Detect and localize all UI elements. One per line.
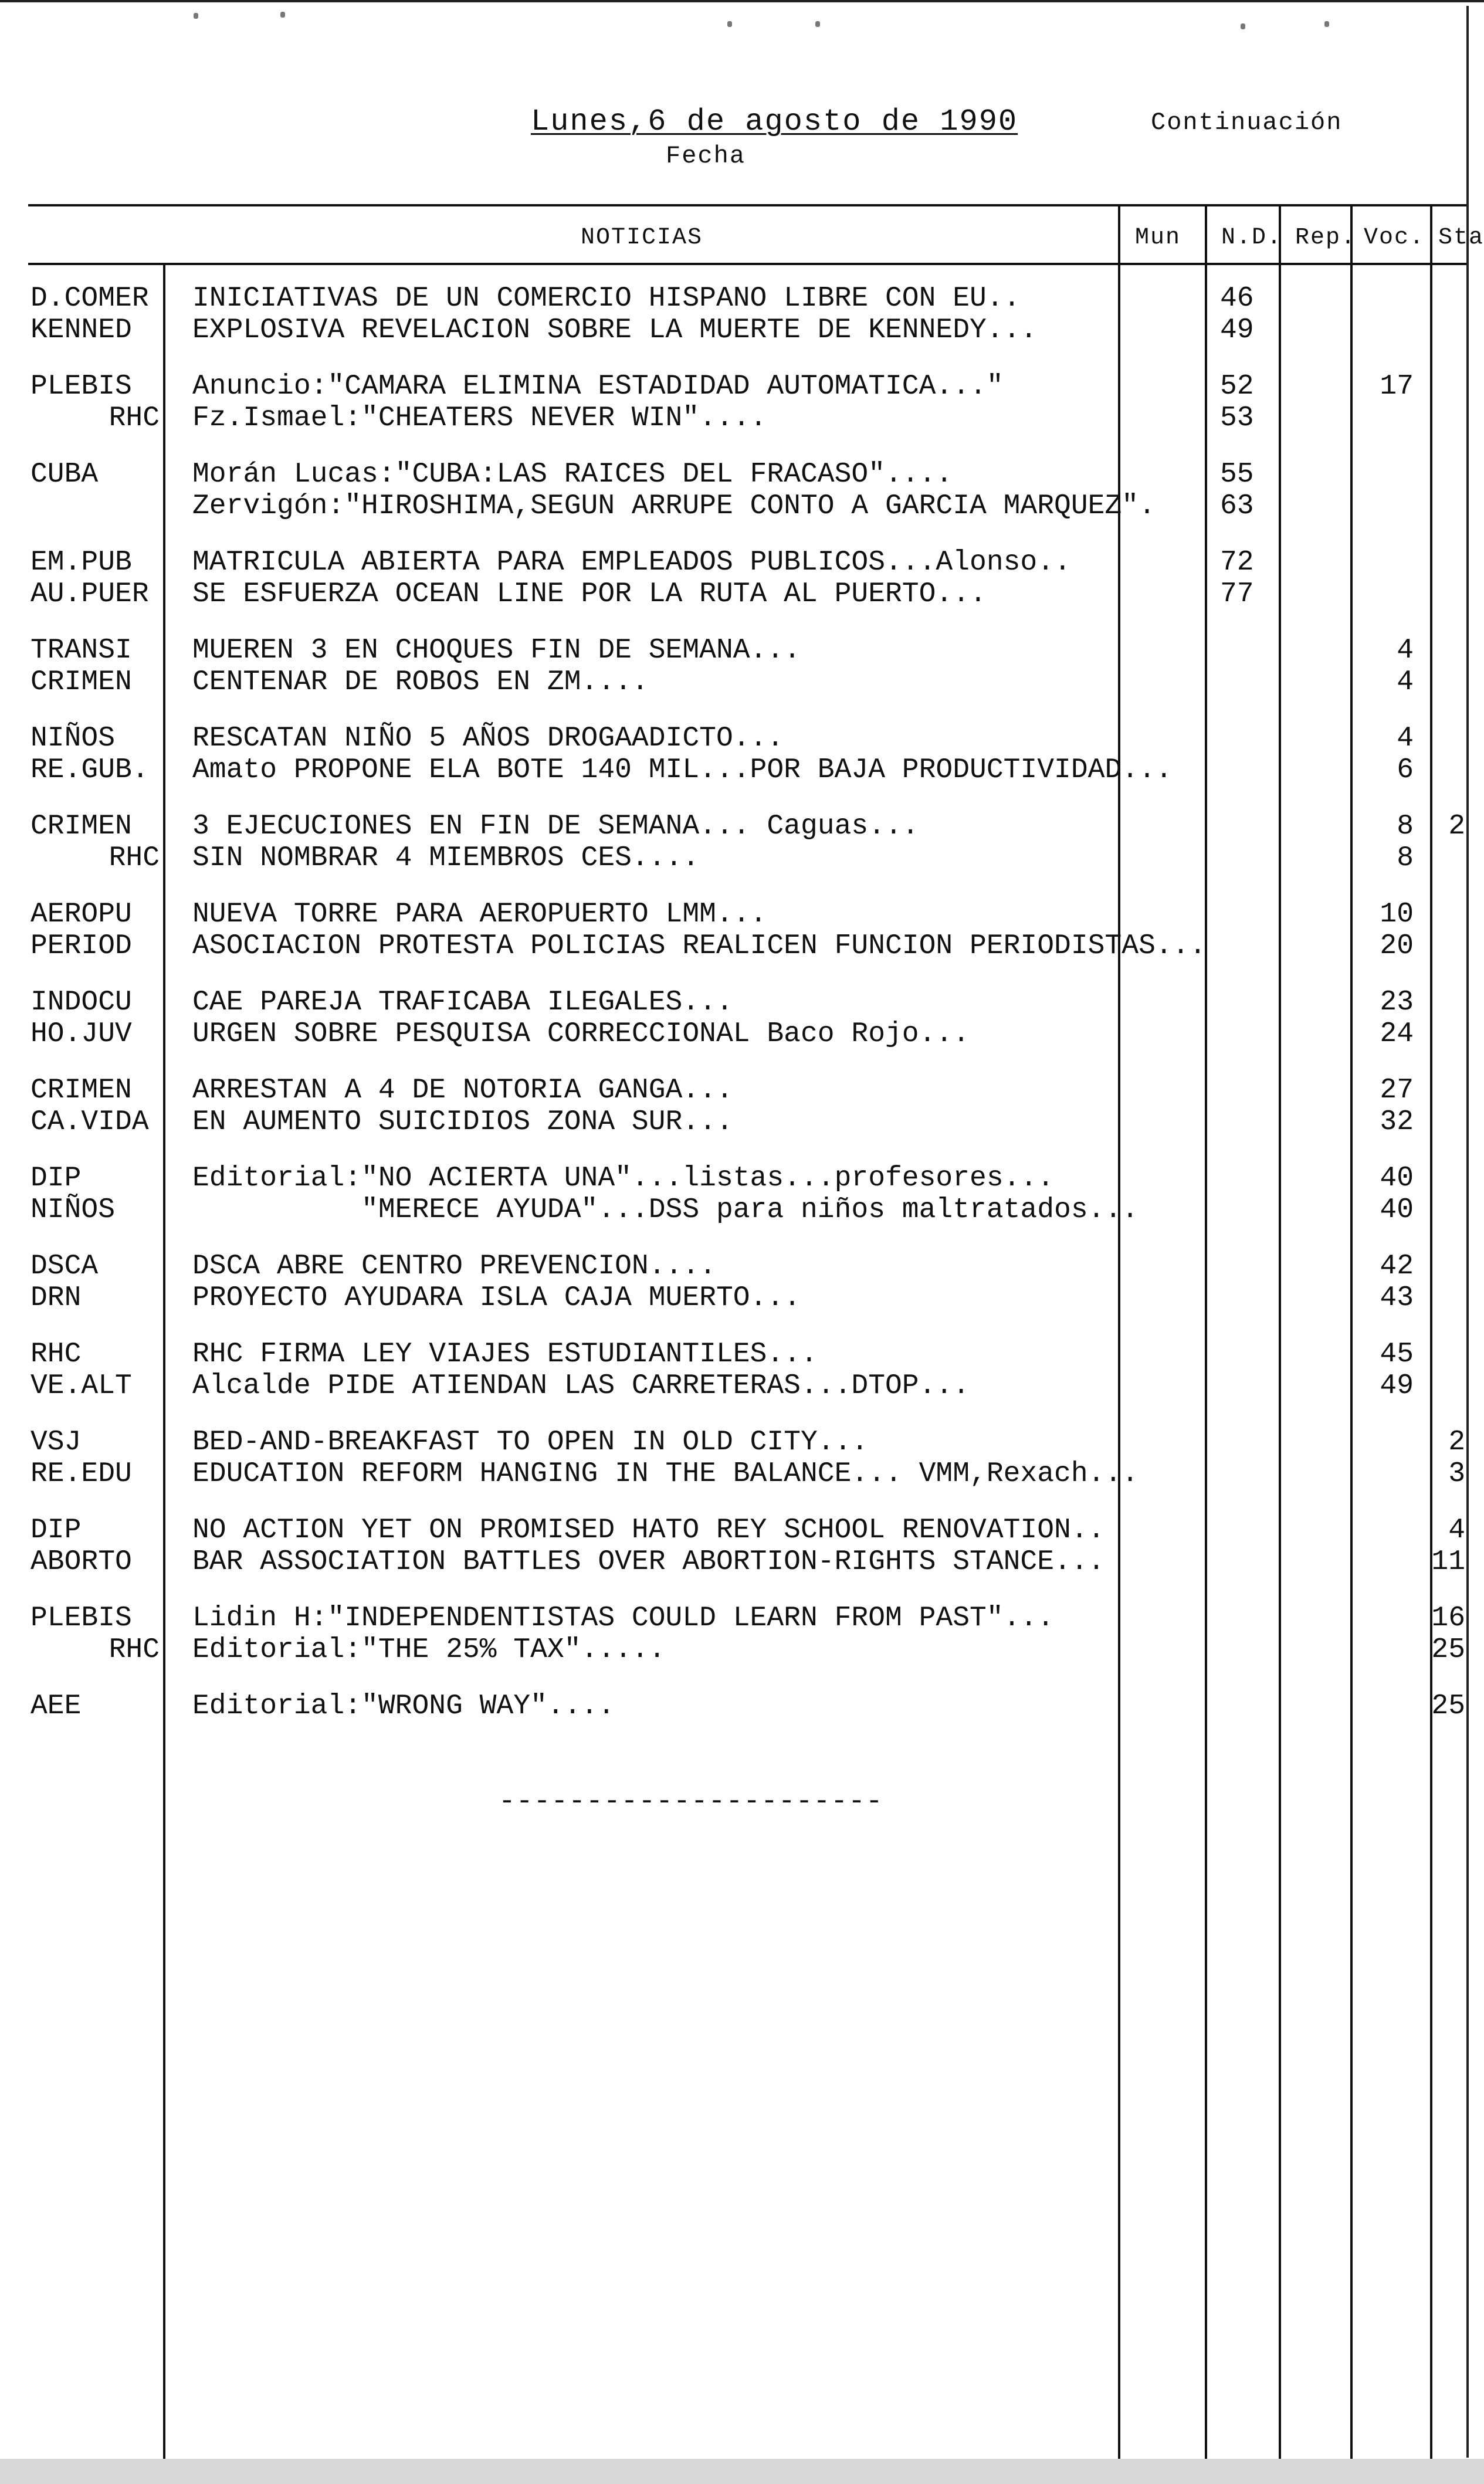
table-row — [0, 314, 1484, 346]
table-row — [0, 1282, 1484, 1314]
section-cell: PLEBIS — [31, 371, 132, 402]
headline-cell: URGEN SOBRE PESQUISA CORRECCIONAL Baco Rojo... — [192, 1018, 970, 1050]
voc-page-cell: 8 — [1397, 842, 1414, 874]
section-cell: D.COMER — [31, 283, 149, 314]
table-row — [0, 1018, 1484, 1050]
nd-page-cell: 72 — [1220, 547, 1254, 578]
table-row — [0, 1106, 1484, 1138]
headline-cell: DSCA ABRE CENTRO PREVENCION.... — [192, 1251, 716, 1282]
headline-cell: MATRICULA ABIERTA PARA EMPLEADOS PUBLICOS...Alonso.. — [192, 547, 1071, 578]
headline-cell: CENTENAR DE ROBOS EN ZM.... — [192, 666, 649, 698]
headline-cell: INICIATIVAS DE UN COMERCIO HISPANO LIBRE CON EU.. — [192, 283, 1021, 314]
table-header-rule — [28, 263, 1466, 265]
section-cell: AU.PUER — [31, 578, 149, 610]
section-cell: DIP — [31, 1163, 82, 1194]
sta-page-cell: 2 — [1448, 1426, 1465, 1458]
table-row — [0, 1546, 1484, 1578]
scan-speck — [1324, 21, 1329, 27]
table-row — [0, 754, 1484, 786]
nd-page-cell: 55 — [1220, 459, 1254, 490]
headline-cell: Lidin H:"INDEPENDENTISTAS COULD LEARN FROM PAST"... — [192, 1602, 1055, 1634]
voc-column-left-divider — [1350, 204, 1353, 2459]
table-row — [0, 578, 1484, 610]
end-separator: ---------------------- — [499, 1786, 883, 1818]
voc-page-cell: 45 — [1380, 1338, 1414, 1370]
table-row — [0, 723, 1484, 754]
headline-cell: Alcalde PIDE ATIENDAN LAS CARRETERAS...DTOP... — [192, 1370, 970, 1402]
voc-page-cell: 17 — [1380, 371, 1414, 402]
section-cell: PLEBIS — [31, 1602, 132, 1634]
date-value: Lunes,6 de agosto de 1990 — [531, 104, 1018, 139]
nd-page-cell: 46 — [1220, 283, 1254, 314]
voc-page-cell: 49 — [1380, 1370, 1414, 1402]
headline-cell: BAR ASSOCIATION BATTLES OVER ABORTION-RIGHTS STANCE... — [192, 1546, 1105, 1578]
headline-cell: Zervigón:"HIROSHIMA,SEGUN ARRUPE CONTO A GARCIA MARQUEZ". — [192, 490, 1156, 522]
headline-cell: CAE PAREJA TRAFICABA ILEGALES... — [192, 987, 733, 1018]
table-row — [0, 930, 1484, 962]
section-cell: RHC — [109, 402, 160, 434]
scan-speck — [194, 13, 198, 19]
voc-page-cell: 40 — [1380, 1194, 1414, 1226]
table-row — [0, 1426, 1484, 1458]
table-row — [0, 1251, 1484, 1282]
top-edge-line — [0, 0, 1484, 2]
table-row — [0, 547, 1484, 578]
headline-cell: EDUCATION REFORM HANGING IN THE BALANCE... VMM,Rexach... — [192, 1458, 1139, 1490]
section-cell: AEROPU — [31, 899, 132, 930]
headline-cell: "MERECE AYUDA"...DSS para niños maltratados... — [192, 1194, 1139, 1226]
sta-page-cell: 25 — [1431, 1634, 1465, 1666]
scan-speck — [815, 21, 820, 27]
headline-cell: RHC FIRMA LEY VIAJES ESTUDIANTILES... — [192, 1338, 818, 1370]
table-row — [0, 842, 1484, 874]
voc-page-cell: 32 — [1380, 1106, 1414, 1138]
section-cell: KENNED — [31, 314, 132, 346]
section-cell: RHC — [109, 842, 160, 874]
voc-page-cell: 20 — [1380, 930, 1414, 962]
scan-speck — [280, 12, 285, 18]
noticias-column-header: NOTICIAS — [581, 225, 703, 251]
section-cell: CUBA — [31, 459, 99, 490]
nd-column-left-divider — [1205, 204, 1207, 2459]
voc-page-cell: 23 — [1380, 987, 1414, 1018]
section-cell: INDOCU — [31, 987, 132, 1018]
table-row — [0, 490, 1484, 522]
section-cell: CA.VIDA — [31, 1106, 149, 1138]
nd-page-cell: 63 — [1220, 490, 1254, 522]
section-cell: RHC — [109, 1634, 160, 1666]
headline-cell: ASOCIACION PROTESTA POLICIAS REALICEN FUNCION PERIODISTAS... — [192, 930, 1207, 962]
headline-cell: NO ACTION YET ON PROMISED HATO REY SCHOOL RENOVATION.. — [192, 1514, 1105, 1546]
section-cell: AEE — [31, 1690, 82, 1722]
voc-page-cell: 6 — [1397, 754, 1414, 786]
headline-cell: Editorial:"NO ACIERTA UNA"...listas...profesores... — [192, 1163, 1055, 1194]
table-row — [0, 283, 1484, 314]
voc-page-cell: 4 — [1397, 635, 1414, 666]
voc-page-cell: 4 — [1397, 666, 1414, 698]
headline-cell: SE ESFUERZA OCEAN LINE POR LA RUTA AL PUERTO... — [192, 578, 987, 610]
headline-cell: EXPLOSIVA REVELACION SOBRE LA MUERTE DE KENNEDY... — [192, 314, 1038, 346]
headline-cell: 3 EJECUCIONES EN FIN DE SEMANA... Caguas... — [192, 811, 919, 842]
section-cell: RE.EDU — [31, 1458, 132, 1490]
date-heading — [531, 104, 1018, 139]
table-row — [0, 1690, 1484, 1722]
headline-cell: Amato PROPONE ELA BOTE 140 MIL...POR BAJA PRODUCTIVIDAD... — [192, 754, 1173, 786]
table-row — [0, 1163, 1484, 1194]
nd-column-header: N.D. — [1221, 225, 1283, 251]
section-cell: CRIMEN — [31, 1075, 132, 1106]
sta-page-cell: 25 — [1431, 1690, 1465, 1722]
table-row — [0, 1514, 1484, 1546]
bottom-scan-shadow — [0, 2459, 1484, 2484]
voc-page-cell: 8 — [1397, 811, 1414, 842]
table-row — [0, 635, 1484, 666]
table-row — [0, 811, 1484, 842]
table-row — [0, 899, 1484, 930]
table-row — [0, 1194, 1484, 1226]
section-cell: HO.JUV — [31, 1018, 132, 1050]
section-cell: VSJ — [31, 1426, 82, 1458]
section-cell: RHC — [31, 1338, 82, 1370]
headline-cell: MUEREN 3 EN CHOQUES FIN DE SEMANA... — [192, 635, 801, 666]
rep-column-left-divider — [1279, 204, 1281, 2459]
nd-page-cell: 53 — [1220, 402, 1254, 434]
sta-page-cell: 16 — [1431, 1602, 1465, 1634]
section-cell: CRIMEN — [31, 811, 132, 842]
table-row — [0, 987, 1484, 1018]
headline-cell: EN AUMENTO SUICIDIOS ZONA SUR... — [192, 1106, 733, 1138]
table-row — [0, 1602, 1484, 1634]
headline-cell: BED-AND-BREAKFAST TO OPEN IN OLD CITY... — [192, 1426, 869, 1458]
nd-page-cell: 77 — [1220, 578, 1254, 610]
section-cell: TRANSI — [31, 635, 132, 666]
headline-cell: Fz.Ismael:"CHEATERS NEVER WIN".... — [192, 402, 767, 434]
table-row — [0, 371, 1484, 402]
headline-cell: SIN NOMBRAR 4 MIEMBROS CES.... — [192, 842, 700, 874]
continuation-label: Continuación — [1151, 109, 1343, 137]
sta-page-cell: 2 — [1448, 811, 1465, 842]
section-cell: CRIMEN — [31, 666, 132, 698]
voc-page-cell: 10 — [1380, 899, 1414, 930]
voc-page-cell: 43 — [1380, 1282, 1414, 1314]
table-row — [0, 1370, 1484, 1402]
headline-cell: PROYECTO AYUDARA ISLA CAJA MUERTO... — [192, 1282, 801, 1314]
table-row — [0, 1634, 1484, 1666]
section-cell: NIÑOS — [31, 723, 116, 754]
headline-cell: Editorial:"WRONG WAY".... — [192, 1690, 615, 1722]
table-row — [0, 666, 1484, 698]
voc-page-cell: 40 — [1380, 1163, 1414, 1194]
voc-page-cell: 24 — [1380, 1018, 1414, 1050]
section-cell: ABORTO — [31, 1546, 132, 1578]
table-row — [0, 1458, 1484, 1490]
mun-column-left-divider — [1118, 204, 1120, 2459]
sta-page-cell: 4 — [1448, 1514, 1465, 1546]
headline-cell: Morán Lucas:"CUBA:LAS RAICES DEL FRACASO".... — [192, 459, 953, 490]
sta-page-cell: 11 — [1431, 1546, 1465, 1578]
rep-column-header: Rep. — [1295, 225, 1357, 251]
table-row — [0, 459, 1484, 490]
section-cell: DRN — [31, 1282, 82, 1314]
date-label: Fecha — [666, 142, 746, 170]
headline-cell: NUEVA TORRE PARA AEROPUERTO LMM... — [192, 899, 767, 930]
table-top-rule — [28, 204, 1466, 206]
voc-column-header: Voc. — [1364, 225, 1425, 251]
mun-column-header: Mun — [1135, 225, 1181, 251]
headline-cell: Anuncio:"CAMARA ELIMINA ESTADIDAD AUTOMATICA..." — [192, 371, 1004, 402]
section-cell: PERIOD — [31, 930, 132, 962]
headline-cell: RESCATAN NIÑO 5 AÑOS DROGAADICTO... — [192, 723, 784, 754]
voc-page-cell: 42 — [1380, 1251, 1414, 1282]
headline-cell: Editorial:"THE 25% TAX"..... — [192, 1634, 666, 1666]
nd-page-cell: 52 — [1220, 371, 1254, 402]
sta-column-header: Sta — [1438, 225, 1484, 251]
section-cell: NIÑOS — [31, 1194, 116, 1226]
sta-page-cell: 3 — [1448, 1458, 1465, 1490]
scan-speck — [727, 21, 732, 27]
section-cell: EM.PUB — [31, 547, 132, 578]
table-row — [0, 402, 1484, 434]
section-cell: DSCA — [31, 1251, 99, 1282]
table-row — [0, 1075, 1484, 1106]
sta-column-left-divider — [1430, 204, 1432, 2459]
headline-cell: ARRESTAN A 4 DE NOTORIA GANGA... — [192, 1075, 733, 1106]
voc-page-cell: 4 — [1397, 723, 1414, 754]
voc-page-cell: 27 — [1380, 1075, 1414, 1106]
table-row — [0, 1338, 1484, 1370]
scan-speck — [1241, 23, 1245, 29]
section-cell: VE.ALT — [31, 1370, 132, 1402]
section-cell: DIP — [31, 1514, 82, 1546]
section-cell: RE.GUB. — [31, 754, 149, 786]
nd-page-cell: 49 — [1220, 314, 1254, 346]
